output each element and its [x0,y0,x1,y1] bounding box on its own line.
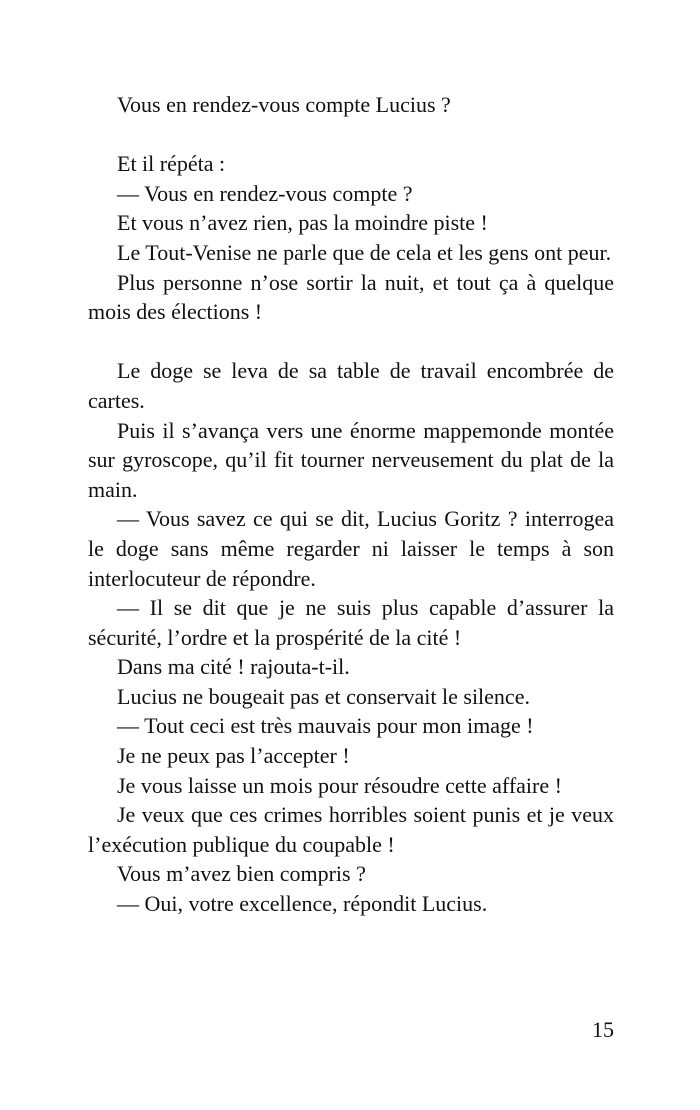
paragraph: — Il se dit que je ne suis plus capable d’assurer la sécurité, l’ordre et la prospérité de la cité ! [88,595,614,650]
paragraph: — Vous en rendez-vous compte ? [117,180,413,206]
paragraph: Le Tout-Venise ne parle que de cela et les gens ont peur. [117,239,612,265]
paragraph: Vous en rendez-vous compte Lucius ? [117,92,451,117]
paragraph: — Vous savez ce qui se dit, Lucius Goritz ? interrogea le doge sans même regarder ni laisser le temps à son interlocuteur de répondre. [88,506,614,591]
paragraph: Puis il s’avança vers une énorme mappemonde montée sur gyroscope, qu’il fit tourner nerveusement du plat de la main. [88,417,614,502]
paragraph-gap [88,327,614,357]
paragraph: Lucius ne bougeait pas et conservait le silence. [117,683,530,709]
paragraph-gap [88,120,614,150]
paragraph: Et il répéta : [117,151,226,177]
paragraph: Dans ma cité ! rajouta-t-il. [117,654,350,680]
page-number: 15 [592,1017,614,1042]
paragraph: Plus personne n’ose sortir la nuit, et tout ça à quelque mois des élections ! [88,269,614,325]
page-body [88,90,614,919]
paragraph: Le doge se leva de sa table de travail encombrée de cartes. [88,358,614,413]
paragraph: Je vous laisse un mois pour résoudre cette affaire ! [117,772,562,798]
paragraph: Et vous n’avez rien, pas la moindre piste ! [117,210,488,236]
paragraph: — Tout ceci est très mauvais pour mon image ! [117,713,534,739]
paragraph: Je ne peux pas l’accepter ! [117,743,350,769]
paragraph: Vous m’avez bien compris ? [117,861,366,887]
paragraph: Je veux que ces crimes horribles soient punis et je veux l’exécution publique du coupable ! [88,802,614,857]
paragraph: — Oui, votre excellence, répondit Lucius. [117,891,488,917]
